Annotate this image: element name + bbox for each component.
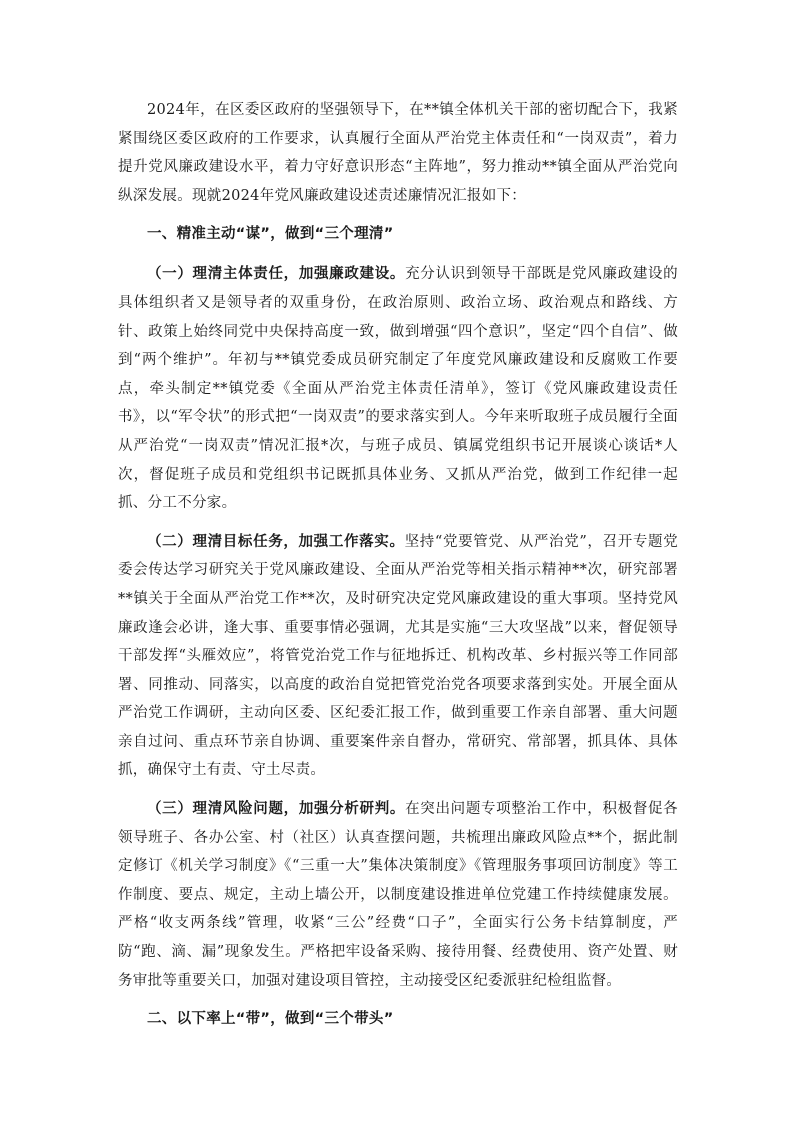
section-1-item-3 — [118, 795, 678, 995]
item-3-text: 在突出问题专项整治工作中，积极督促各领导班子、各办公室、村（社区）认真查摆问题，共梳理出廉政风险点**个，据此制定修订《机关学习制度》《“三重一大”集体决策制度》《管理服务事项回访制度》等工作制度、要点、规定，主动上墙公开，以制度建设推进单位党建工作持续健康发展。严格“收支两条线”管理，收紧“三公”经费“口子”，全面实行公务卡结算制度，严防“跑、滴、漏”现象发生。严格把牢设备采购、接待用餐、经费使用、资产处置、财务审批等重要关口，加强对建设项目管控，主动接受区纪委派驻纪检组监督。 — [118, 801, 678, 989]
item-3-lead: （三）理清风险问题，加强分析研判。 — [147, 801, 406, 818]
intro-paragraph: 2024年，在区委区政府的坚强领导下，在**镇全体机关干部的密切配合下，我紧紧围绕区委区政府的工作要求，认真履行全面从严治党主体责任和“一岗双责”，着力提升党风廉政建设水平，着力守好意识形态“主阵地”，努力推动**镇全面从严治党向纵深发展。现就2024年党风廉政建设述责述廉情况汇报如下： — [118, 102, 678, 204]
document-page — [118, 96, 678, 1033]
section-1-item-2 — [118, 528, 678, 785]
item-2-text: 坚持“党要管党、从严治党”，召开专题党委会传达学习研究关于党风廉政建设、全面从严治党等相关指示精神**次，研究部署**镇关于全面从严治党工作**次，及时研究决定党风廉政建设的重大事项。坚持党风廉政逢会必讲，逢大事、重要事情必强调，尤其是实施“三大攻坚战”以来，督促领导干部发挥“头雁效应”，将管党治党工作与征地拆迁、机构改革、乡村振兴等工作同部署、同推动、同落实，以高度的政治自觉把管党治党各项要求落到实处。开展全面从严治党工作调研，主动向区委、区纪委汇报工作，做到重要工作亲自部署、重大问题亲自过问、重点环节亲自协调、重要案件亲自督办，常研究、常部署，抓具体、具体抓，确保守土有责、守土尽责。 — [118, 533, 678, 779]
item-2-lead: （二）理清目标任务，加强工作落实。 — [147, 533, 405, 550]
section-2-heading: 二、以下率上“带”，做到“三个带头” — [147, 1011, 394, 1028]
item-1-text: 充分认识到领导干部既是党风廉政建设的具体组织者又是领导者的双重身份，在政治原则、政治立场、政治观点和路线、方针、政策上始终同党中央保持高度一致，做到增强“四个意识”，坚定“四个自信”、做到“两个维护”。年初与**镇党委成员研究制定了年度党风廉政建设和反腐败工作要点，牵头制定**镇党委《全面从严治党主体责任清单》，签订《党风廉政建设责任书》，以“军令状”的形式把“一岗双责”的要求落实到人。今年来听取班子成员履行全面从严治党“一岗双责”情况汇报*次，与班子成员、镇属党组织书记开展谈心谈话*人次，督促班子成员和党组织书记既抓具体业务、又抓从严治党，做到工作纪律一起抓、分工不分家。 — [118, 266, 678, 512]
item-1-lead: （一）理清主体责任，加强廉政建设。 — [147, 266, 406, 283]
section-1-heading: 一、精准主动“谋”，做到“三个理清” — [147, 226, 394, 243]
section-1-item-1 — [118, 260, 678, 517]
